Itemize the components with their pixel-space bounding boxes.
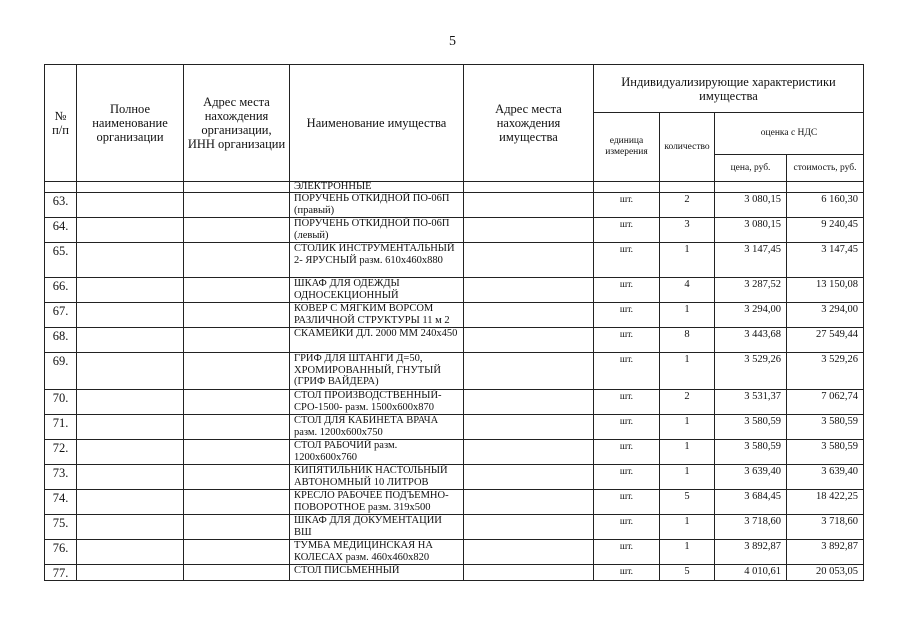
quantity-value: 8 <box>660 328 715 353</box>
price-value: 3 294,00 <box>715 303 787 328</box>
quantity-value: 5 <box>660 490 715 515</box>
unit-value: шт. <box>594 415 660 440</box>
table-body <box>45 182 864 581</box>
row-number: 72. <box>45 440 77 465</box>
org-address-cell <box>184 515 290 540</box>
table-row <box>45 278 864 303</box>
quantity-value: 5 <box>660 565 715 581</box>
table-row <box>45 465 864 490</box>
header-org-address: Адрес места нахождения организации, ИНН организации <box>184 65 290 182</box>
cost-value: 3 147,45 <box>787 243 864 278</box>
cost-value: 3 580,59 <box>787 440 864 465</box>
table-row <box>45 515 864 540</box>
property-name: СТОЛ РАБОЧИЙ разм. 1200х600х760 <box>290 440 464 465</box>
header-quantity: количество <box>660 113 715 182</box>
price-value: 3 684,45 <box>715 490 787 515</box>
property-name: ПОРУЧЕНЬ ОТКИДНОЙ ПО-06П (левый) <box>290 218 464 243</box>
property-name: КРЕСЛО РАБОЧЕЕ ПОДЪЕМНО-ПОВОРОТНОЕ разм. 319х500 <box>290 490 464 515</box>
org-address-cell <box>184 243 290 278</box>
property-address-cell <box>464 193 594 218</box>
unit-value: шт. <box>594 515 660 540</box>
property-address-cell <box>464 278 594 303</box>
org-name-cell <box>77 218 184 243</box>
property-name: КОВЕР С МЯГКИМ ВОРСОМ РАЗЛИЧНОЙ СТРУКТУРЫ 11 м 2 <box>290 303 464 328</box>
unit-value: шт. <box>594 328 660 353</box>
org-name-cell <box>77 243 184 278</box>
table-row <box>45 440 864 465</box>
row-number: 74. <box>45 490 77 515</box>
header-valuation: оценка с НДС <box>715 113 864 155</box>
table-row <box>45 390 864 415</box>
table-row <box>45 490 864 515</box>
table-row <box>45 565 864 581</box>
price-value: 3 080,15 <box>715 218 787 243</box>
org-address-cell <box>184 328 290 353</box>
cost-value: 3 580,59 <box>787 415 864 440</box>
property-address-cell <box>464 328 594 353</box>
quantity-value: 1 <box>660 353 715 390</box>
org-address-cell <box>184 353 290 390</box>
unit-cell <box>594 182 660 193</box>
row-num-cell <box>45 182 77 193</box>
price-value: 3 639,40 <box>715 465 787 490</box>
table-row-continuation <box>45 182 864 193</box>
cost-value: 3 718,60 <box>787 515 864 540</box>
property-address-cell <box>464 440 594 465</box>
org-address-cell <box>184 565 290 581</box>
property-name: СТОЛ ПРОИЗВОДСТВЕННЫЙ-СРО-1500- разм. 1500х600х870 <box>290 390 464 415</box>
quantity-value: 4 <box>660 278 715 303</box>
table-row <box>45 328 864 353</box>
row-number: 68. <box>45 328 77 353</box>
property-address-cell <box>464 182 594 193</box>
org-name-cell <box>77 278 184 303</box>
row-number: 66. <box>45 278 77 303</box>
quantity-value: 1 <box>660 415 715 440</box>
org-name-cell <box>77 390 184 415</box>
org-name-cell <box>77 182 184 193</box>
property-name: КИПЯТИЛЬНИК НАСТОЛЬНЫЙ АВТОНОМНЫЙ 10 ЛИТРОВ <box>290 465 464 490</box>
org-name-cell <box>77 565 184 581</box>
property-name: ШКАФ ДЛЯ ОДЕЖДЫ ОДНОСЕКЦИОННЫЙ <box>290 278 464 303</box>
price-value: 3 718,60 <box>715 515 787 540</box>
unit-value: шт. <box>594 440 660 465</box>
cost-value: 20 053,05 <box>787 565 864 581</box>
org-name-cell <box>77 193 184 218</box>
cost-value: 9 240,45 <box>787 218 864 243</box>
property-address-cell <box>464 243 594 278</box>
property-address-cell <box>464 415 594 440</box>
header-unit: единица измерения <box>594 113 660 182</box>
cost-cell <box>787 182 864 193</box>
org-address-cell <box>184 390 290 415</box>
property-address-cell <box>464 515 594 540</box>
cost-value: 3 529,26 <box>787 353 864 390</box>
header-org-name: Полное наименование организации <box>77 65 184 182</box>
unit-value: шт. <box>594 465 660 490</box>
header-property-name: Наименование имущества <box>290 65 464 182</box>
org-address-cell <box>184 218 290 243</box>
row-number: 73. <box>45 465 77 490</box>
property-name: ГРИФ ДЛЯ ШТАНГИ Д=50, ХРОМИРОВАННЫЙ, ГНУТЫЙ (ГРИФ ВАЙДЕРА) <box>290 353 464 390</box>
cost-value: 3 294,00 <box>787 303 864 328</box>
org-address-cell <box>184 465 290 490</box>
org-name-cell <box>77 540 184 565</box>
header-num: № п/п <box>45 65 77 182</box>
row-number: 69. <box>45 353 77 390</box>
cost-value: 27 549,44 <box>787 328 864 353</box>
org-name-cell <box>77 303 184 328</box>
org-name-cell <box>77 515 184 540</box>
table-row <box>45 193 864 218</box>
unit-value: шт. <box>594 390 660 415</box>
property-name: СТОЛИК ИНСТРУМЕНТАЛЬНЫЙ 2- ЯРУСНЫЙ разм. 610х460х880 <box>290 243 464 278</box>
unit-value: шт. <box>594 540 660 565</box>
price-value: 3 080,15 <box>715 193 787 218</box>
table-row <box>45 415 864 440</box>
quantity-value: 1 <box>660 303 715 328</box>
org-address-cell <box>184 182 290 193</box>
org-address-cell <box>184 278 290 303</box>
price-value: 3 443,68 <box>715 328 787 353</box>
org-address-cell <box>184 490 290 515</box>
table-row <box>45 303 864 328</box>
property-name: ПОРУЧЕНЬ ОТКИДНОЙ ПО-06П (правый) <box>290 193 464 218</box>
price-value: 3 287,52 <box>715 278 787 303</box>
unit-value: шт. <box>594 303 660 328</box>
org-address-cell <box>184 540 290 565</box>
page-number: 5 <box>449 34 456 49</box>
table-row <box>45 540 864 565</box>
org-name-cell <box>77 465 184 490</box>
org-name-cell <box>77 328 184 353</box>
header-property-address: Адрес места нахождения имущества <box>464 65 594 182</box>
unit-value: шт. <box>594 490 660 515</box>
row-number: 67. <box>45 303 77 328</box>
cost-value: 3 892,87 <box>787 540 864 565</box>
org-name-cell <box>77 440 184 465</box>
org-address-cell <box>184 415 290 440</box>
row-number: 71. <box>45 415 77 440</box>
row-number: 63. <box>45 193 77 218</box>
cost-value: 3 639,40 <box>787 465 864 490</box>
org-address-cell <box>184 440 290 465</box>
property-address-cell <box>464 490 594 515</box>
org-name-cell <box>77 353 184 390</box>
property-address-cell <box>464 540 594 565</box>
quantity-value: 2 <box>660 390 715 415</box>
unit-value: шт. <box>594 278 660 303</box>
unit-value: шт. <box>594 353 660 390</box>
continuation-text: ЭЛЕКТРОННЫЕ <box>290 182 464 193</box>
property-name: ШКАФ ДЛЯ ДОКУМЕНТАЦИИ ВШ <box>290 515 464 540</box>
quantity-value: 1 <box>660 440 715 465</box>
property-address-cell <box>464 565 594 581</box>
property-address-cell <box>464 303 594 328</box>
cost-value: 7 062,74 <box>787 390 864 415</box>
table-row <box>45 353 864 390</box>
property-name: СТОЛ ДЛЯ КАБИНЕТА ВРАЧА разм. 1200х600х750 <box>290 415 464 440</box>
org-name-cell <box>77 490 184 515</box>
price-value: 3 580,59 <box>715 415 787 440</box>
quantity-value: 1 <box>660 515 715 540</box>
cost-value: 6 160,30 <box>787 193 864 218</box>
price-value: 3 892,87 <box>715 540 787 565</box>
property-table <box>44 64 864 581</box>
cost-value: 18 422,25 <box>787 490 864 515</box>
unit-value: шт. <box>594 218 660 243</box>
row-number: 64. <box>45 218 77 243</box>
property-name: СТОЛ ПИСЬМЕННЫЙ <box>290 565 464 581</box>
header-price: цена, руб. <box>715 155 787 182</box>
price-value: 3 529,26 <box>715 353 787 390</box>
table-header <box>45 65 864 182</box>
cost-value: 13 150,08 <box>787 278 864 303</box>
table-row <box>45 243 864 278</box>
org-name-cell <box>77 415 184 440</box>
price-value: 4 010,61 <box>715 565 787 581</box>
price-value: 3 147,45 <box>715 243 787 278</box>
quantity-value: 1 <box>660 465 715 490</box>
table-row <box>45 218 864 243</box>
quantity-cell <box>660 182 715 193</box>
org-address-cell <box>184 303 290 328</box>
property-name: ТУМБА МЕДИЦИНСКАЯ НА КОЛЕСАХ разм. 460х460х820 <box>290 540 464 565</box>
row-number: 75. <box>45 515 77 540</box>
header-cost: стоимость, руб. <box>787 155 864 182</box>
price-value: 3 531,37 <box>715 390 787 415</box>
row-number: 76. <box>45 540 77 565</box>
quantity-value: 2 <box>660 193 715 218</box>
price-cell <box>715 182 787 193</box>
property-address-cell <box>464 390 594 415</box>
price-value: 3 580,59 <box>715 440 787 465</box>
property-address-cell <box>464 465 594 490</box>
quantity-value: 3 <box>660 218 715 243</box>
quantity-value: 1 <box>660 243 715 278</box>
property-address-cell <box>464 218 594 243</box>
property-name: СКАМЕЙКИ ДЛ. 2000 ММ 240х450 <box>290 328 464 353</box>
header-characteristics: Индивидуализирующие характеристики имущества <box>594 65 864 113</box>
row-number: 65. <box>45 243 77 278</box>
quantity-value: 1 <box>660 540 715 565</box>
property-address-cell <box>464 353 594 390</box>
org-address-cell <box>184 193 290 218</box>
unit-value: шт. <box>594 243 660 278</box>
unit-value: шт. <box>594 565 660 581</box>
row-number: 70. <box>45 390 77 415</box>
unit-value: шт. <box>594 193 660 218</box>
row-number: 77. <box>45 565 77 581</box>
